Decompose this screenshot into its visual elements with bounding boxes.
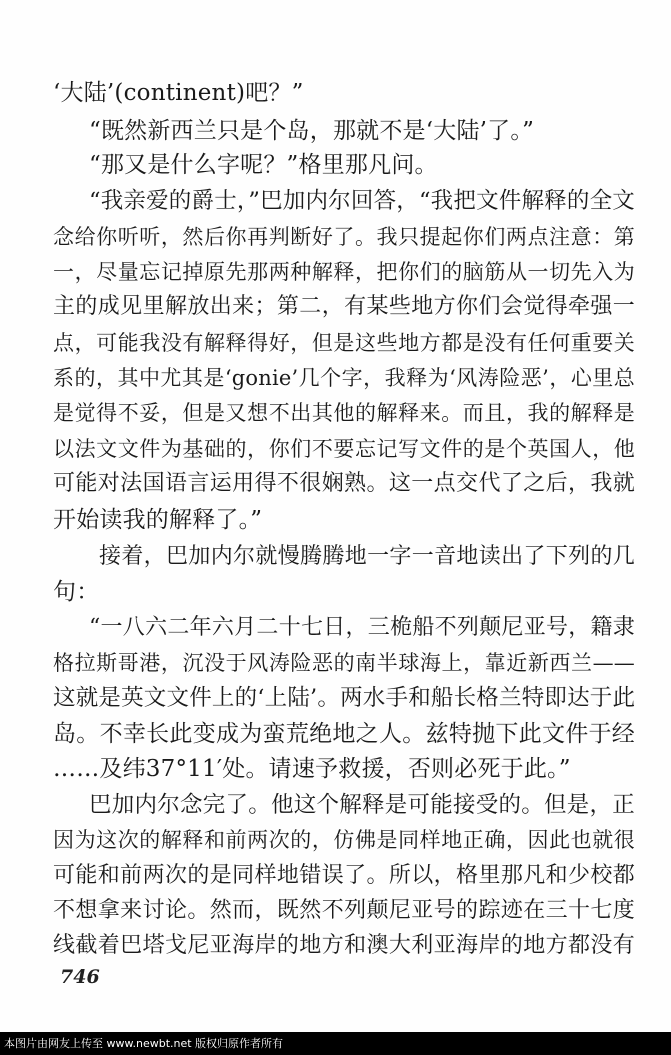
text-line: 这就是英文文件上的‘上陆’。两水手和船长格兰特即达于此 [53, 685, 636, 711]
text-line: 可能对法国语言运用得不很娴熟。这一点交代了之后，我就 [53, 471, 635, 496]
text-line: 主的成见里解放出来；第二，有某些地方你们会觉得牵强一 [53, 294, 635, 319]
text-line: ……及纬37°11′处。请速予救援，否则必死于此。” [53, 756, 571, 782]
text-line: 是觉得不妥，但是又想不出其他的解释来。而且，我的解释是 [53, 401, 635, 425]
text-line: 系的，其中尤其是‘gonie’几个字，我释为‘风涛险恶’，心里总 [53, 366, 635, 390]
text-line: 点，可能我没有解释得好，但是这些地方都是没有任何重要关 [53, 331, 635, 355]
text-line: “那又是什么字呢？”格里那凡问。 [89, 152, 438, 178]
page-number: 746 [60, 966, 100, 988]
text-line: 不想拿来讨论。然而，既然不列颠尼亚号的踪迹在三十七度 [53, 898, 635, 923]
text-line: “一八六二年六月二十七日，三桅船不列颠尼亚号，籍隶 [89, 615, 635, 640]
text-line: 因为这次的解释和前两次的，仿佛是同样地正确，因此也就很 [53, 828, 635, 852]
text-line: 格拉斯哥港，沉没于风涛险恶的南半球海上，靠近新西兰—— [53, 651, 635, 675]
text-line: “我亲爱的爵士，”巴加内尔回答，“我把文件解释的全文 [89, 188, 635, 214]
text-line: 可能和前两次的是同样地错误了。所以，格里那凡和少校都 [53, 863, 635, 888]
watermark-footer: 本图片由网友上传至 www.newbt.net 版权归原作者所有 [0, 1032, 671, 1055]
text-line: 岛。不幸长此变成为蛮荒绝地之人。兹特抛下此文件于经 [53, 721, 635, 747]
text-line: 以法文文件为基础的，你们不要忘记写文件的是个英国人，他 [53, 437, 635, 461]
text-line: 念给你听听，然后你再判断好了。我只提起你们两点注意：第 [53, 225, 635, 249]
text-line: 句： [53, 579, 100, 605]
text-line: 一，尽量忘记掉原先那两种解释，把你们的脑筋从一切先入为 [53, 260, 635, 284]
text-line: “既然新西兰只是个岛，那就不是‘大陆’了。” [89, 118, 535, 144]
text-line: 接着，巴加内尔就慢腾腾地一字一音地读出了下列的几 [99, 544, 635, 569]
text-line: 巴加内尔念完了。他这个解释是可能接受的。但是，正 [89, 792, 635, 818]
text-line: ‘大陆’(continent)吧？” [53, 80, 304, 106]
text-line: 开始读我的解释了。” [53, 507, 263, 533]
text-line: 线截着巴塔戈尼亚海岸的地方和澳大利亚海岸的地方都没有 [53, 933, 635, 958]
